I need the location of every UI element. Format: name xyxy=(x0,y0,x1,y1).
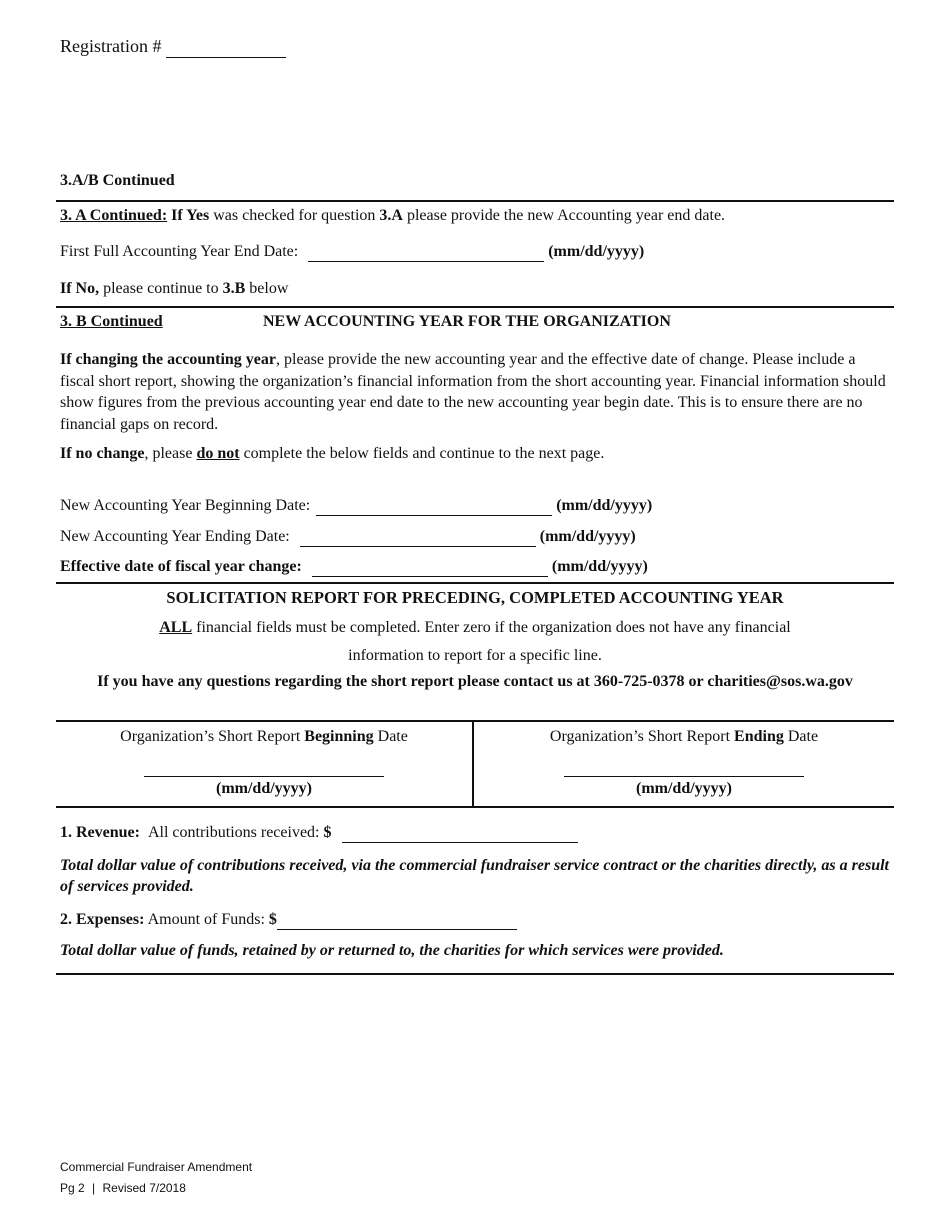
no-change-rest: complete the below fields and continue to the next page. xyxy=(243,445,605,462)
if-no-text: If No, xyxy=(60,280,100,297)
begin-label-bold: Beginning xyxy=(304,728,374,745)
end-label-post: Date xyxy=(787,728,819,745)
no-change-bold: If no change xyxy=(60,445,145,462)
revenue-label: 1. Revenue: xyxy=(60,824,140,841)
expenses-text: Amount of Funds: xyxy=(147,911,265,928)
solicitation-line1 xyxy=(56,619,894,637)
first-year-end-row xyxy=(60,243,644,262)
revenue-amount-input[interactable] xyxy=(342,826,578,843)
no-change-row xyxy=(60,445,604,463)
new-year-end-date-input[interactable] xyxy=(300,530,536,547)
footer-page: Pg 2 xyxy=(60,1181,85,1195)
no-change-mid: , please xyxy=(144,445,193,462)
divider xyxy=(56,582,894,584)
begin-label-pre: Organization’s Short Report xyxy=(120,728,301,745)
if-no-text2: below xyxy=(249,280,289,297)
sec3b-heading: 3. B Continued xyxy=(60,313,163,330)
expenses-label: 2. Expenses: xyxy=(60,911,145,928)
first-year-end-date-input[interactable] xyxy=(308,245,544,262)
new-year-begin-label: New Accounting Year Beginning Date: xyxy=(60,497,311,514)
effective-date-row xyxy=(60,558,648,577)
new-year-end-row xyxy=(60,528,636,547)
expenses-amount-input[interactable] xyxy=(277,913,517,930)
new-year-begin-date-input[interactable] xyxy=(316,499,552,516)
sec3b-title: NEW ACCOUNTING YEAR FOR THE ORGANIZATION xyxy=(263,313,671,330)
no-change-underline: do not xyxy=(196,445,240,462)
short-report-end-label xyxy=(474,728,894,746)
registration-number-input[interactable] xyxy=(166,41,286,58)
solicitation-line1-text: financial fields must be completed. Enter zero if the organization does not have any financial xyxy=(196,619,791,636)
date-format: (mm/dd/yyyy) xyxy=(551,558,648,575)
registration-row xyxy=(60,36,286,58)
sec3b-para-bold: If changing the accounting year xyxy=(60,351,276,368)
date-format: (mm/dd/yyyy) xyxy=(539,528,636,545)
effective-date-input[interactable] xyxy=(312,560,548,577)
sec3a-instructions xyxy=(60,207,725,225)
footer-revised: Revised 7/2018 xyxy=(102,1181,186,1195)
if-no-text1: please continue to xyxy=(103,280,219,297)
sec3a-text1: was checked for question xyxy=(213,207,376,224)
short-report-begin-cell xyxy=(56,722,474,806)
revenue-row xyxy=(60,824,578,843)
solicitation-line2: information to report for a specific line. xyxy=(348,647,602,664)
expenses-currency: $ xyxy=(268,911,277,928)
divider xyxy=(56,306,894,308)
revenue-text: All contributions received: xyxy=(147,824,320,841)
short-report-box xyxy=(56,720,894,808)
footer-separator: | xyxy=(92,1181,96,1195)
if-no-ref: 3.B xyxy=(222,280,246,297)
footer-form-name: Commercial Fundraiser Amendment xyxy=(60,1160,253,1174)
date-format: (mm/dd/yyyy) xyxy=(556,497,653,514)
footer-page-info xyxy=(60,1181,186,1195)
short-report-begin-label xyxy=(56,728,472,746)
first-year-end-label: First Full Accounting Year End Date: xyxy=(60,243,299,260)
if-yes-text: If Yes xyxy=(171,207,210,224)
short-report-end-cell xyxy=(474,722,894,806)
new-year-begin-row xyxy=(60,497,652,516)
sec3b-paragraph xyxy=(60,349,890,435)
expenses-row xyxy=(60,911,517,930)
solicitation-all: ALL xyxy=(159,619,193,636)
date-format: (mm/dd/yyyy) xyxy=(548,243,645,260)
short-report-end-date-input[interactable] xyxy=(564,760,804,777)
sec3b-para-rest: , please provide the new accounting year and the effective date of change. Please include a fiscal short report, showing the organization’s financial information from the short accounting year. Financial information should show figures from the previous accounting year end date to the new accounting year begin date. This is to ensure there are no financial gaps on record. xyxy=(60,351,886,433)
new-year-end-label: New Accounting Year Ending Date: xyxy=(60,528,290,545)
if-no-row xyxy=(60,280,288,298)
sec3a-text2: please provide the new Accounting year end date. xyxy=(406,207,726,224)
contact-info: If you have any questions regarding the short report please contact us at 360-725-0378 or charities@sos.wa.gov xyxy=(97,673,853,690)
short-report-begin-date-input[interactable] xyxy=(144,760,384,777)
section-title: 3.A/B Continued xyxy=(60,172,175,189)
end-label-pre: Organization’s Short Report xyxy=(549,728,731,745)
divider xyxy=(56,200,894,202)
begin-label-post: Date xyxy=(377,728,408,745)
effective-date-label: Effective date of fiscal year change: xyxy=(60,558,302,575)
sec3a-heading: 3. A Continued: xyxy=(60,207,168,224)
sec3a-ref: 3.A xyxy=(379,207,403,224)
registration-label: Registration # xyxy=(60,36,162,56)
solicitation-title: SOLICITATION REPORT FOR PRECEDING, COMPLETED ACCOUNTING YEAR xyxy=(166,588,784,607)
revenue-currency: $ xyxy=(323,824,332,841)
revenue-note: Total dollar value of contributions received, via the commercial fundraiser service contract or the charities directly, as a result of services provided. xyxy=(60,857,889,895)
expenses-note: Total dollar value of funds, retained by or returned to, the charities for which services were provided. xyxy=(60,942,724,959)
divider xyxy=(56,973,894,975)
date-format: (mm/dd/yyyy) xyxy=(216,780,312,797)
date-format: (mm/dd/yyyy) xyxy=(636,780,732,797)
end-label-bold: Ending xyxy=(734,728,784,745)
